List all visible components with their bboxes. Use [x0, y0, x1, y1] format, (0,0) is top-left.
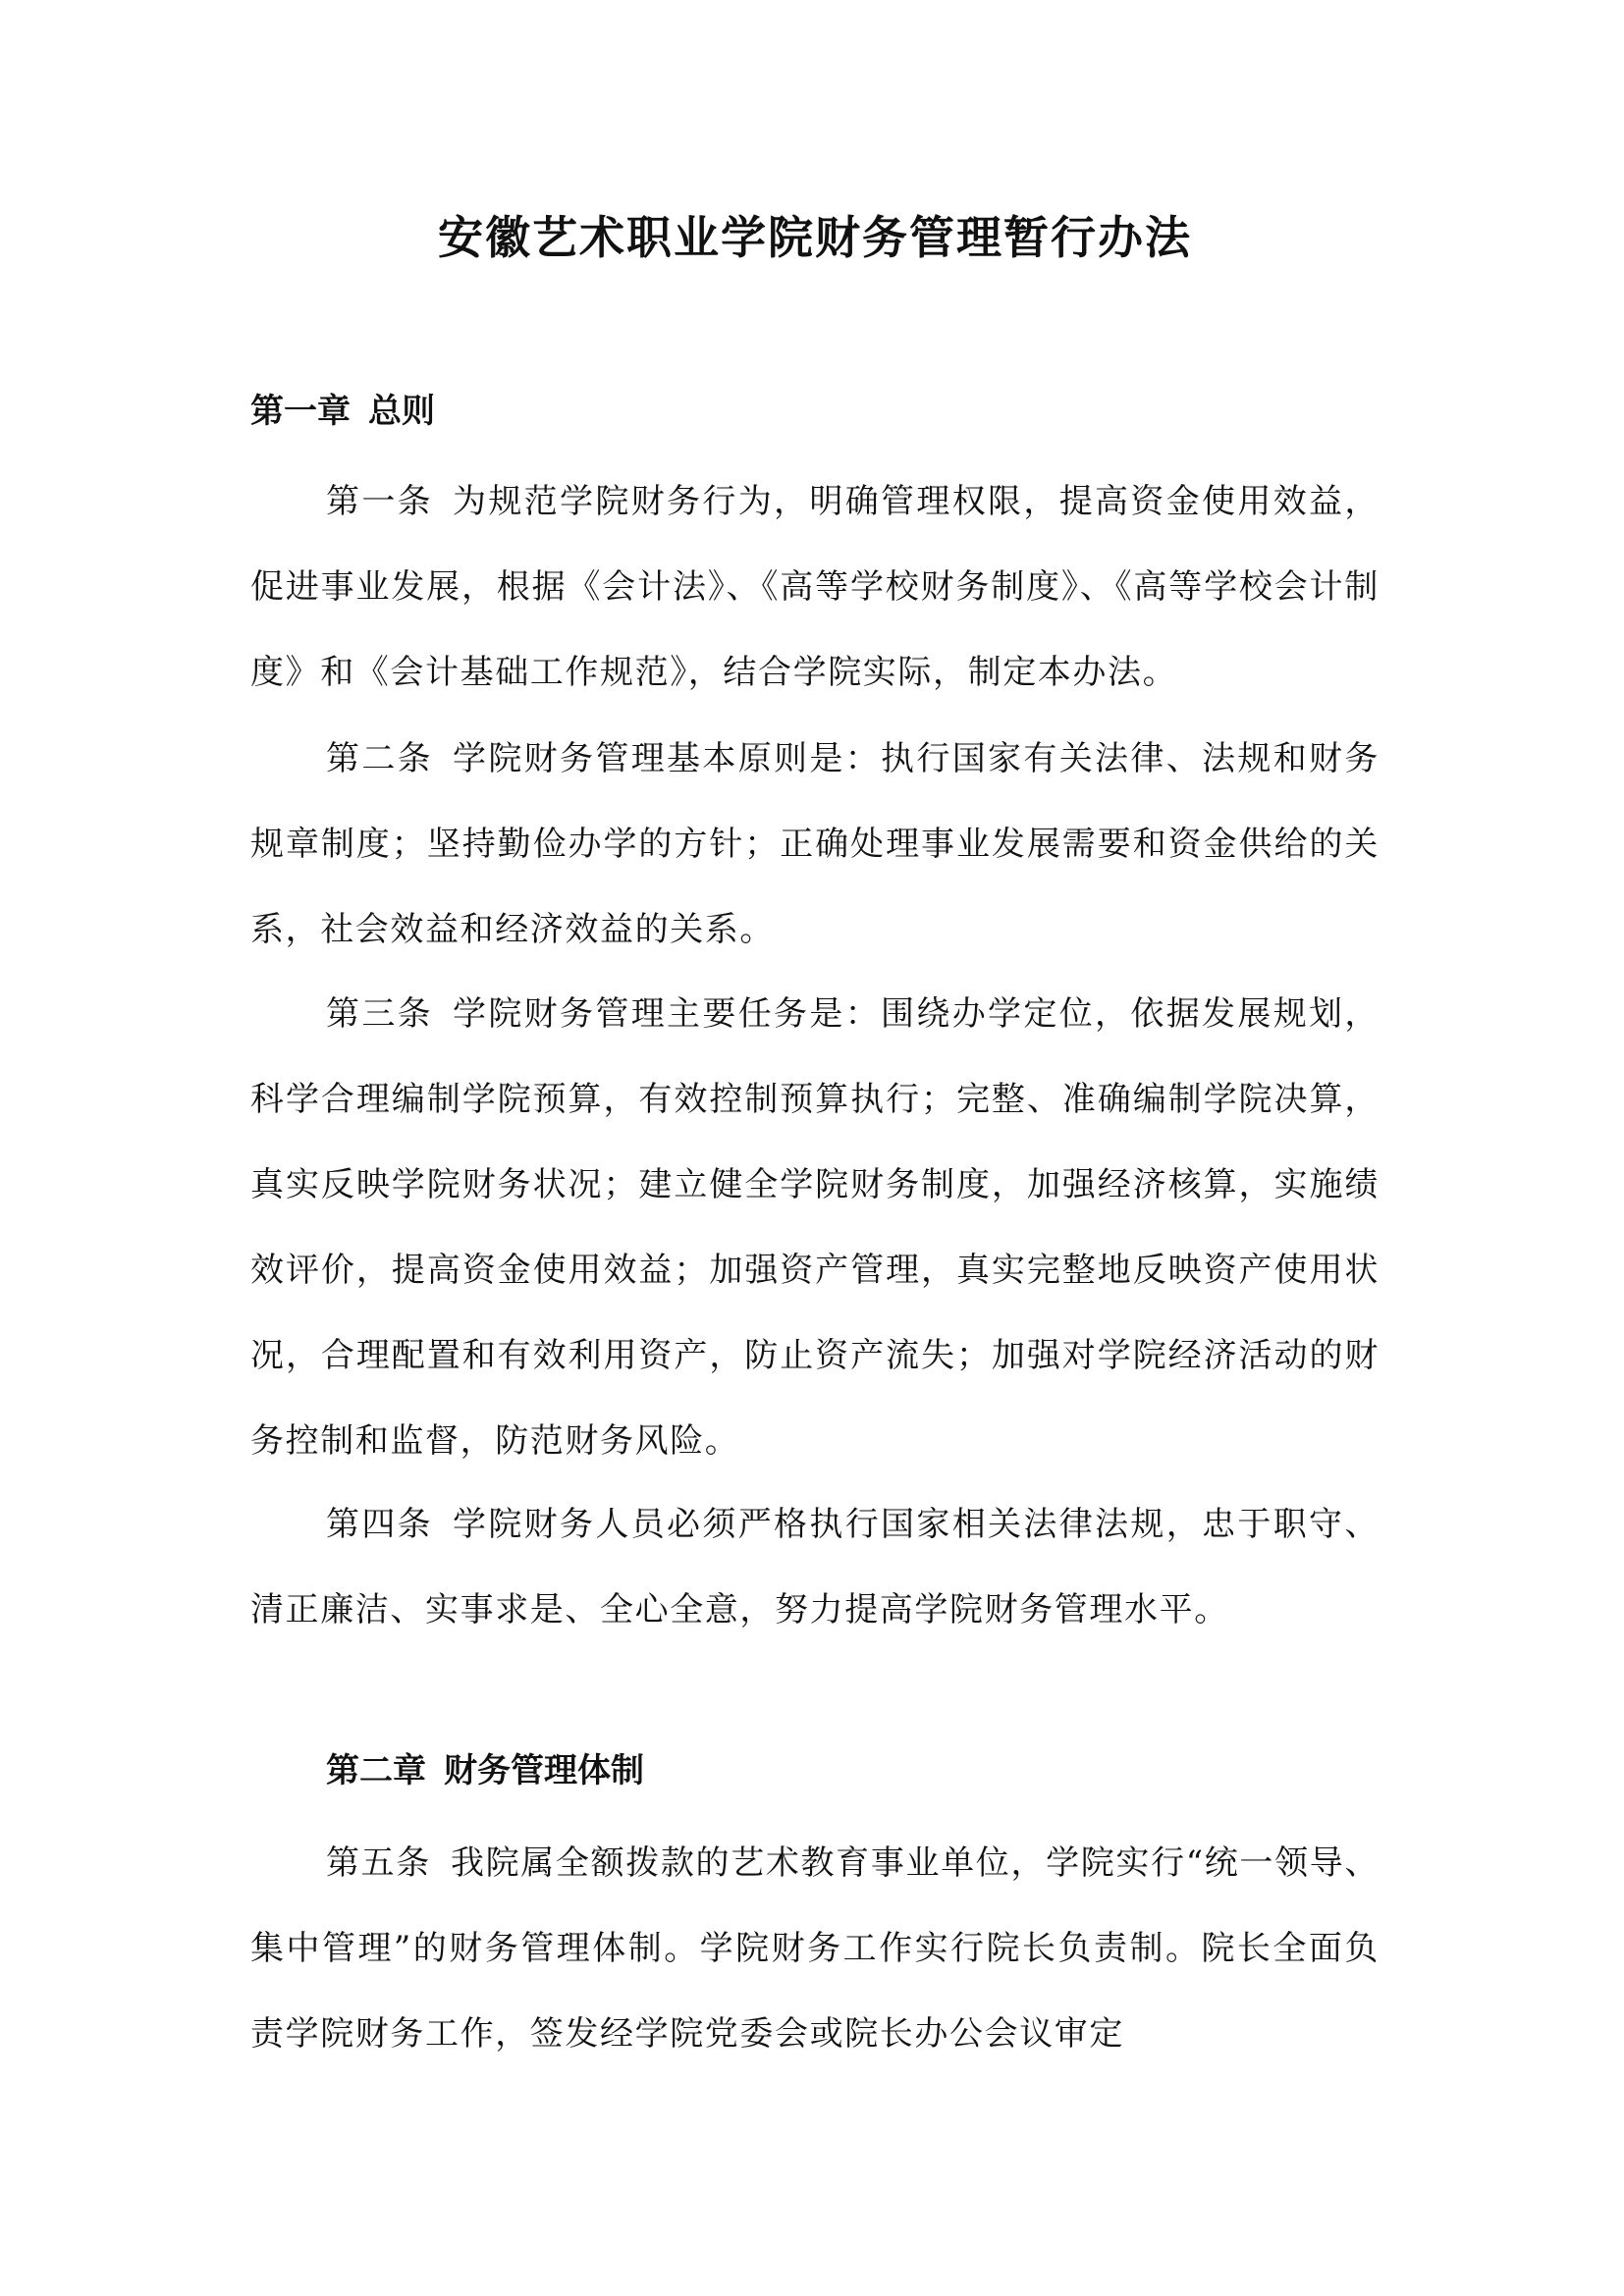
chapter-heading — [326, 1747, 644, 1794]
article-paragraph — [250, 459, 1380, 716]
chapter-number: 第一章 — [250, 392, 351, 431]
article-text: 为规范学院财务行为，明确管理权限，提高资金使用效益，促进事业发展，根据《会计法》、《高等学校财务制度》、《高等学校会计制度》和《会计基础工作规范》，结合学院实际，制定本办法。 — [250, 482, 1380, 692]
article-paragraph — [250, 717, 1380, 973]
article-text: 学院财务人员必须严格执行国家相关法律法规，忠于职守、清正廉洁、实事求是、全心全意，努力提高学院财务管理水平。 — [250, 1505, 1380, 1629]
article-number: 第二条 — [326, 739, 434, 778]
chapter-heading — [250, 388, 435, 435]
article-text: 我院属全额拨款的艺术教育事业单位，学院实行“统一领导、集中管理”的财务管理体制。学院财务工作实行院长负责制。院长全面负责学院财务工作，签发经学院党委会或院长办公会议审定 — [250, 1843, 1380, 2054]
article-paragraph — [250, 972, 1380, 1484]
article-text: 学院财务管理主要任务是：围绕办学定位，依据发展规划，科学合理编制学院预算，有效控制预算执行；完整、准确编制学院决算，真实反映学院财务状况；建立健全学院财务制度，加强经济核算，实施绩效评价，提高资金使用效益；加强资产管理，真实完整地反映资产使用状况，合理配置和有效利用资产，防止资产流失；加强对学院经济活动的财务控制和监督，防范财务风险。 — [250, 994, 1380, 1461]
chapter-name: 财务管理体制 — [444, 1751, 644, 1790]
chapter-number: 第二章 — [326, 1751, 426, 1790]
article-paragraph — [250, 1821, 1380, 2077]
article-number: 第五条 — [326, 1843, 431, 1883]
chapter-name: 总则 — [368, 392, 435, 431]
article-text: 学院财务管理基本原则是：执行国家有关法律、法规和财务规章制度；坚持勤俭办学的方针；正确处理事业发展需要和资金供给的关系，社会效益和经济效益的关系。 — [250, 739, 1380, 949]
article-number: 第四条 — [326, 1505, 434, 1544]
article-number: 第一条 — [326, 482, 434, 521]
article-number: 第三条 — [326, 994, 434, 1034]
document-title: 安徽艺术职业学院财务管理暂行办法 — [438, 211, 1192, 264]
article-paragraph — [250, 1482, 1380, 1653]
